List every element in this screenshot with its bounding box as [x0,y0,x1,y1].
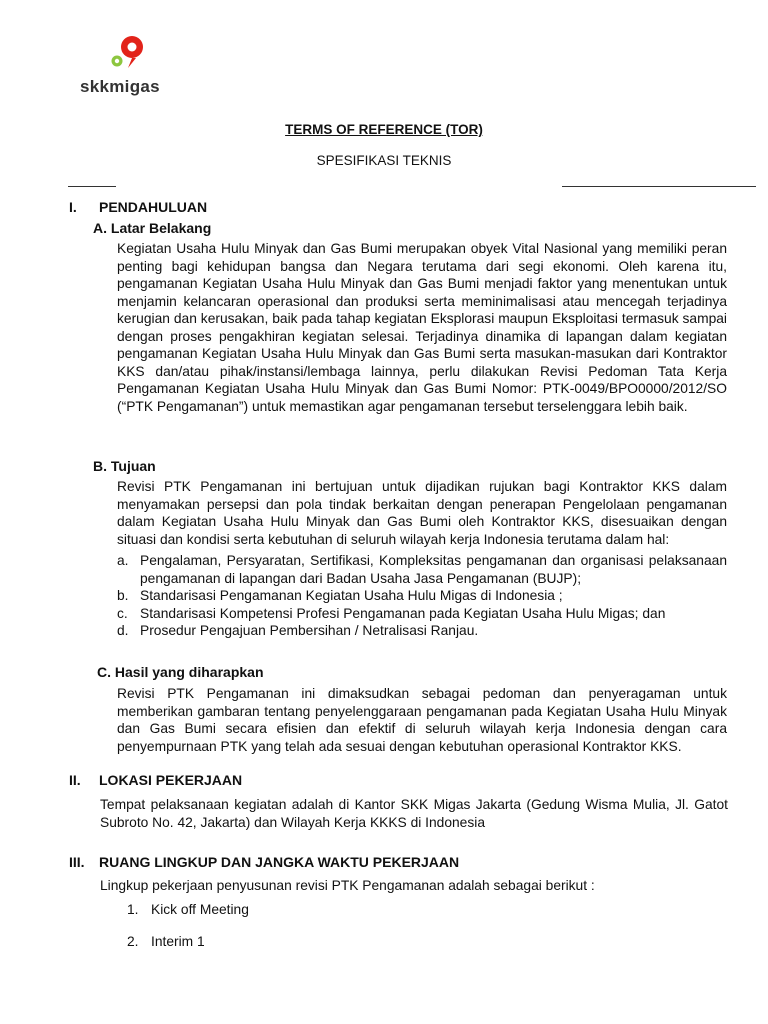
subsection-heading-c: C. Hasil yang diharapkan [97,664,264,680]
skkmigas-logo [80,34,180,96]
tujuan-paragraph: Revisi PTK Pengamanan ini bertujuan untuk dijadikan rujukan bagi Kontraktor KKS dalam menyamakan persepsi dan pola tindak berkaitan dengan penerapan Pengelolaan pengamanan dalam Kegiatan Usaha Hulu Minyak dan Gas Bumi oleh Kontraktor KKS, disesuaikan dengan situasi dan kondisi serta kebutuhan di seluruh wilayah kerja Indonesia terutama dalam hal: [117,479,727,547]
ruang-lingkup-paragraph: Lingkup pekerjaan penyusunan revisi PTK Pengamanan adalah sebagai berikut : [100,878,595,893]
header-divider-right [562,186,756,187]
list-marker: c. [117,605,128,621]
header-divider-left [68,186,116,187]
list-item-text: Standarisasi Kompetensi Profesi Pengamanan pada Kegiatan Usaha Hulu Migas; dan [140,605,666,621]
list-item [117,552,727,587]
list-item [117,605,727,623]
document-subtitle: SPESIFIKASI TEKNIS [316,153,452,168]
list-marker: b. [117,588,129,603]
list-item-text: Kick off Meeting [151,902,249,917]
section-title: LOKASI PEKERJAAN [99,772,243,788]
list-item-text: Interim 1 [151,934,205,949]
subsection-heading-a: A. Latar Belakang [93,220,212,236]
logo-text: skkmigas [80,77,160,96]
latar-belakang-paragraph: Kegiatan Usaha Hulu Minyak dan Gas Bumi merupakan obyek Vital Nasional yang memiliki peran penting bagi kehidupan bangsa dan Negara terutama dari segi ekonomi. Oleh karena itu, pengamanan Kegiatan Usaha Hulu Minyak dan Gas Bumi menjadi faktor yang menentukan untuk menjamin kelancaran operasional dan produksi serta meminimalisasi atau mencegah terjadinya kerugian dan kerusakan, baik pada tahap kegiatan Eksplorasi maupun Eksploitasi termasuk sampai dengan proses pengakhiran kegiatan selesai. Terjadinya dinamika di lapangan dalam kegiatan pengamanan Kegiatan Usaha Hulu Minyak dan Gas Bumi serta masukan-masukan dari Kontraktor KKS dan/atau pihak/instansi/lembaga lainnya, perlu dilakukan Revisi Pedoman Tata Kerja Pengamanan Kegiatan Usaha Hulu Minyak dan Gas Bumi Nomor: PTK-0049/BPO0000/2012/SO (“PTK Pengamanan”) untuk memastikan agar pengamanan tersebut terselenggara lebih baik. [117,241,727,414]
list-item [117,622,727,640]
hasil-paragraph: Revisi PTK Pengamanan ini dimaksudkan sebagai pedoman dan penyeragaman untuk memberikan gambaran tentang penyelenggaraan pengamanan pada Kegiatan Usaha Hulu Minyak dan Gas Bumi secara efisien dan efektif di seluruh wilayah kerja Indonesia dengan cara penyempurnaan PTK yang telah ada sesuai dengan kebutuhan operasional Kontraktor KKS. [117,686,727,754]
section-title: PENDAHULUAN [99,199,208,215]
tujuan-list [117,552,727,640]
list-item [117,587,727,605]
logo-mark-icon [110,34,150,74]
list-marker: 1. [127,902,139,917]
subsection-heading-b: B. Tujuan [93,458,156,474]
list-marker: a. [117,553,129,568]
document-title: TERMS OF REFERENCE (TOR) [285,122,483,137]
lokasi-paragraph: Tempat pelaksanaan kegiatan adalah di Kantor SKK Migas Jakarta (Gedung Wisma Mulia, Jl. Gatot Subroto No. 42, Jakarta) dan Wilayah Kerja KKKS di Indonesia [100,797,728,830]
list-marker: 2. [127,934,139,949]
section-number: II. [69,772,81,788]
list-item-text: Pengalaman, Persyaratan, Sertifikasi, Kompleksitas pengamanan dan organisasi pelaksanaan pengamanan di lapangan dari Badan Usaha Jasa Pengamanan (BUJP); [140,553,727,586]
section-number: III. [69,854,85,870]
section-number: I. [69,199,77,215]
list-marker: d. [117,623,129,638]
section-title: RUANG LINGKUP DAN JANGKA WAKTU PEKERJAAN [99,854,460,870]
list-item-text: Standarisasi Pengamanan Kegiatan Usaha Hulu Migas di Indonesia ; [140,588,563,603]
list-item-text: Prosedur Pengajuan Pembersihan / Netralisasi Ranjau. [140,623,479,638]
